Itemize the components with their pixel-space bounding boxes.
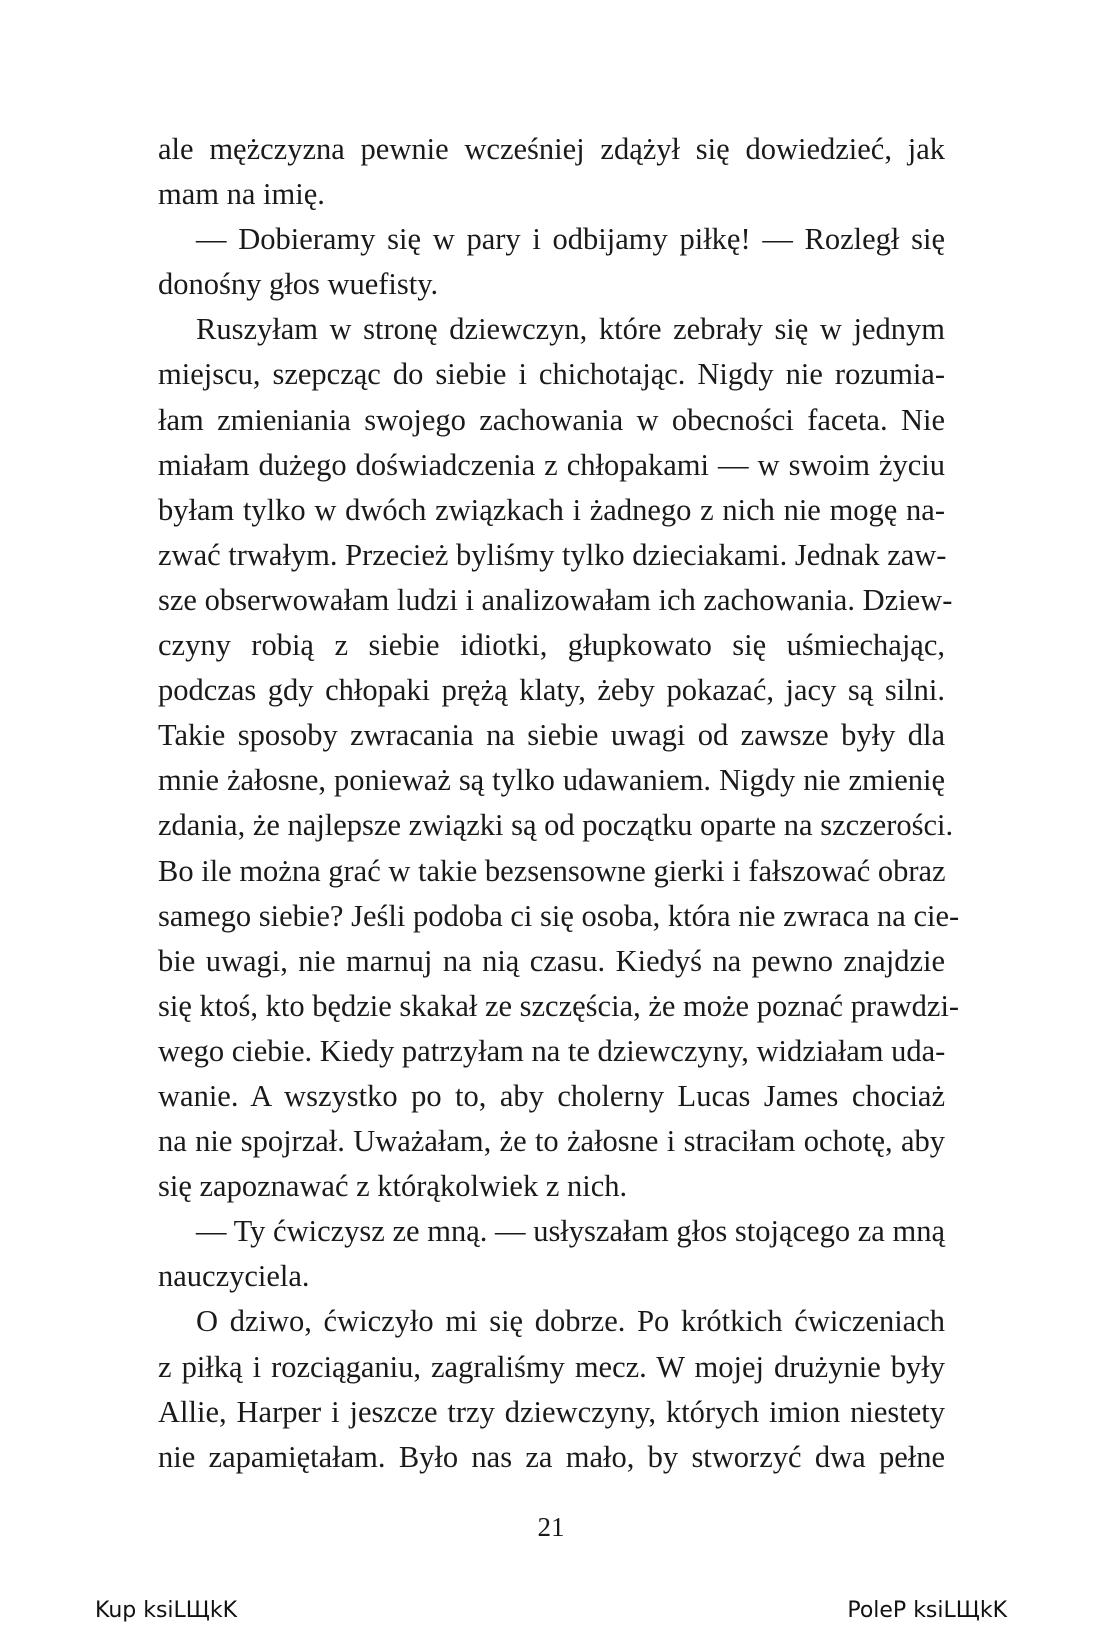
- text-line: zwać trwałym. Przecież byliśmy tylko dzieciakami. Jednak zaw-: [158, 537, 947, 572]
- page-number: 21: [537, 1512, 565, 1542]
- text-line: Takie sposoby zwracania na siebie uwagi od zawsze były dla: [158, 718, 945, 753]
- text-line: się ktoś, kto będzie skakał ze szczęścia, że może poznać prawdzi-: [158, 988, 960, 1023]
- text-line: nauczyciela.: [158, 1259, 310, 1294]
- text-line: z piłką i rozciąganiu, zagraliśmy mecz. W mojej drużynie były: [158, 1349, 945, 1384]
- text-line: się zapoznawać z którąkolwiek z nich.: [158, 1169, 628, 1204]
- text-line: byłam tylko w dwóch związkach i żadnego z nich nie mogę na-: [158, 492, 945, 527]
- text-line: mnie żałosne, ponieważ są tylko udawaniem. Nigdy nie zmienię: [158, 763, 945, 798]
- text-line: bie uwagi, nie marnuj na nią czasu. Kiedyś na pewno znajdzie: [158, 943, 945, 978]
- text-line: — Ty ćwiczysz ze mną. — usłyszałam głos stojącego za mną: [196, 1214, 945, 1249]
- page-body-text: [158, 127, 960, 1480]
- text-line: Ruszyłam w stronę dziewczyn, które zebrały się w jednym: [196, 312, 945, 347]
- text-line: łam zmieniania swojego zachowania w obecności faceta. Nie: [158, 402, 945, 437]
- recommend-book-link[interactable]: PoleP ksiLЩkK: [847, 1598, 1007, 1623]
- text-line: Bo ile można grać w takie bezsensowne gierki i fałszować obraz: [158, 853, 946, 888]
- text-line: wego ciebie. Kiedy patrzyłam na te dziewczyny, widziałam uda-: [158, 1033, 946, 1068]
- text-line: czyny robią z siebie idiotki, głupkowato się uśmiechając,: [158, 628, 945, 663]
- text-line: — Dobieramy się w pary i odbijamy piłkę! — Rozległ się: [196, 222, 945, 257]
- text-line: miejscu, szepcząc do siebie i chichotając. Nigdy nie rozumia-: [158, 357, 945, 392]
- text-line: ale mężczyzna pewnie wcześniej zdążył się dowiedzieć, jak: [158, 132, 945, 166]
- text-line: podczas gdy chłopaki prężą klaty, żeby pokazać, jacy są silni.: [158, 673, 945, 708]
- text-line: Allie, Harper i jeszcze trzy dziewczyny, których imion niestety: [158, 1394, 945, 1429]
- text-line: na nie spojrzał. Uważałam, że to żałosne i straciłam ochotę, aby: [158, 1124, 945, 1159]
- text-line: wanie. A wszystko po to, aby cholerny Lucas James chociaż: [158, 1078, 945, 1113]
- text-line: nie zapamiętałam. Było nas za mało, by stworzyć dwa pełne: [158, 1439, 945, 1474]
- text-line: O dziwo, ćwiczyło mi się dobrze. Po krótkich ćwiczeniach: [196, 1304, 945, 1339]
- text-line: donośny głos wuefisty.: [158, 267, 439, 302]
- buy-book-link[interactable]: Kup ksiLЩkK: [95, 1598, 238, 1623]
- text-line: samego siebie? Jeśli podoba ci się osoba, która nie zwraca na cie-: [158, 898, 960, 933]
- text-line: mam na imię.: [158, 177, 325, 212]
- text-line: sze obserwowałam ludzi i analizowałam ich zachowania. Dziew-: [158, 582, 953, 617]
- text-line: zdania, że najlepsze związki są od początku oparte na szczerości.: [158, 808, 954, 843]
- text-line: miałam dużego doświadczenia z chłopakami — w swoim życiu: [158, 447, 945, 482]
